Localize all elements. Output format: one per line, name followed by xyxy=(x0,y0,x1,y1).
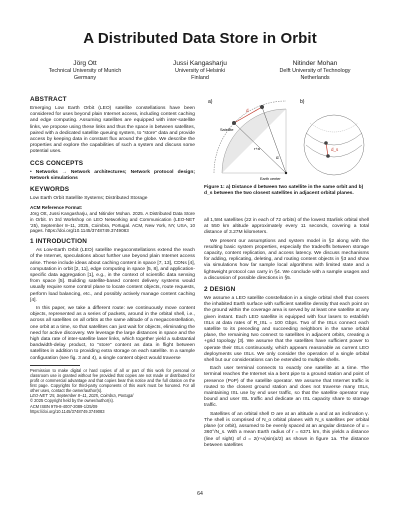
permission-notice: Permission to make digital or hard copies of all or part of this work for personal or classroom use is granted without fee provided that copies are not made or distributed for profit or commercial advantage and that copies bear this notice and the full citation on the first page. Copyrights for third-party components of this work must be honored. For all other uses, contact the owner/author(s). xyxy=(30,367,195,394)
author-country: Finland xyxy=(191,75,209,81)
intro-heading: 1 INTRODUCTION xyxy=(30,238,88,246)
figure-panel-b xyxy=(300,99,364,175)
intro-paragraph-2: In this paper, we take a different route: we continuously move content objects, represented as a series of packets, around in the orbital shell, i.e., across all satellites on all orbits at the same altitude of a megaconstellation, one orbit at a time, so that satellites can just wait for objects, eliminating the need for active discovery. We leverage the large distances in space and the high data rate of inter-satellite laser links, which together yield a substantial bandwidth-delay product, to “store” content as data in flight between satellites in addition to providing extra storage on each satellite. In a sample configuration (see fig. 3 and 4), a single content object would traverse xyxy=(30,306,195,361)
figure-1-diagram xyxy=(204,95,370,183)
footnote xyxy=(30,368,195,414)
author-1 xyxy=(30,60,140,82)
venue-line: LEO-NET ’25, September 8–11, 2025, Coimbra, Portugal xyxy=(30,393,134,399)
design-paragraph-1: We assume a LEO satellite constellation in a single orbital shell that covers the inhabited Earth surface with sufficient satellite density that each point on the ground within the coverage area is served by at least one satellite at any given instant. Each LEO satellite is equipped with four lasers to establish ISLs at data rates of R_ISL = 100 Gbps. Two of the ISLs connect each satellite to its preceding and succeeding neighbors in the same orbital plane, the remaining two connect to satellites in adjacent orbits, creating a +grid topology [3]. We assume that the satellites have sufficient power to operate their ISLs continuously, which appears reasonable as current LEO deployments use ISLs. We only consider the operation of a single orbital shell but our considerations can be extended to multiple shells. xyxy=(204,296,369,364)
author-name: Jussi Kangasharju xyxy=(173,60,227,67)
earth-center-label: Earth center xyxy=(260,177,281,181)
keywords-text: Low Earth Orbit Satellite Systems; Distributed Storage xyxy=(30,196,148,202)
right-paragraph-1: all 1,584 satellites (22 in each of 72 orbits) of the lowest Starlink orbital shell at 550 km altitude approximately every 11 seconds, covering a total distance of 3.27M kilometers. xyxy=(204,218,369,236)
reference-format-label: ACM Reference Format: xyxy=(30,205,83,211)
panel-a-label: a) xyxy=(208,99,213,105)
reference-format-text: Jörg Ott, Jussi Kangasharju, and Nitinder Mohan. 2025. A Distributed Data Store in Orbit. In 3rd Workshop on LEO Networking and Communication (LEO-NET ’25), September 8–11, 2025, Coimbra, Portugal. ACM, New York, NY, USA, 10 pages. https://doi.org/10.1145/3748749.3749083 xyxy=(30,211,195,234)
copyright-line: © 2025 Copyright held by the owner/author(s). xyxy=(30,398,115,404)
doi-line: https://doi.org/10.1145/3748749.3749083 xyxy=(30,408,105,414)
author-name: Jörg Ott xyxy=(73,60,97,67)
satellite-marker xyxy=(326,154,330,158)
author-block xyxy=(30,60,370,82)
earth-center-marker xyxy=(285,172,287,174)
author-3 xyxy=(260,60,370,82)
figure-caption-text: a) Distance d between two satellite in the same orbit and b) d_s between the two closest satellites in adjacent orbital planes. xyxy=(204,185,364,197)
isbn-line: ACM ISBN 979-8-4007-2089-1/25/09 xyxy=(30,403,98,409)
radius-label: r+a xyxy=(254,146,260,151)
design-paragraph-2: Each user terminal connects to exactly one satellite at a time. The terminal reaches the Internet via a bent pipe to a ground station and point of presence (PoP) of the satellite operator. We assume that Internet traffic is routed to the closest ground station and does not traverse many ISLs, maintaining ISL use by end user traffic, so that the satellite operator may bound and user ISL traffic and dedicate an ISL capacity share to storage traffic. xyxy=(204,366,369,409)
footnote-rule xyxy=(30,365,80,366)
author-affiliation: Delft University of Technology xyxy=(279,68,351,74)
satellite-marker xyxy=(324,141,328,145)
abstract-heading: ABSTRACT xyxy=(30,96,67,103)
figure-panel-a xyxy=(208,99,287,181)
satellite-marker xyxy=(232,121,236,125)
ccs-heading: CCS CONCEPTS xyxy=(30,159,84,167)
author-affiliation: University of Helsinki xyxy=(174,68,226,74)
distance-d-label: d xyxy=(246,108,249,113)
figure-1-caption xyxy=(204,185,370,197)
panel-b-label: b) xyxy=(300,99,305,105)
intro-paragraph-1: As Low-Earth Orbit (LEO) satellite megaconstellations extend the reach of the Internet, speculations about further use beyond plain Internet access arise. These include ideas about caching content in space [7, 13], CDNs [4], computation in orbit [2, 11], edge computing in space [5, 8], and application-specific data aggregation [1], e.g., in the context of scientific data sensing from space [5]. Building satellite-based content delivery systems would usually require some control plane to locate content objects, route requests, perform load balancing, etc., and possibly actively manage content caching [4]. xyxy=(30,248,195,303)
left-column xyxy=(30,96,195,414)
right-paragraph-2: We present our assumptions and system model in §2 along with the resulting basic system properties, especially the tradeoffs between storage capacity, content replication, and access latency. We discuss mechanisms for adding, replicating, deleting, and routing content objects in §3 and show via simulations how far sample local algorithms with limited state and a lightweight protocol can carry in §4. We conclude with a sample usages and a discussion of possible directions in §5. xyxy=(204,238,369,281)
author-country: Germany xyxy=(73,75,97,81)
author-affiliation: Technical University of Munich xyxy=(48,68,122,74)
abstract-text: Emerging Low Earth Orbit (LEO) satellite constellations have been considered for uses beyond plain Internet access, including content caching and edge computing. Assuming satellites are equipped with inter-satellite links, we propose using these links and thus the space in between satellites, paired with a dedicated satellite queuing system, to “store” data and provide access by keeping data in constant flux around the globe. We describe the properties and explore the capabilities of such a system and discuss some potential uses. xyxy=(30,106,195,155)
author-name: Nitinder Mohan xyxy=(292,60,338,67)
distance-ds-label: d_s xyxy=(331,147,339,152)
figure-caption-label: Figure 1: xyxy=(204,185,225,190)
right-column xyxy=(204,218,369,451)
design-paragraph-3: Satellites of an orbital shell O are at an altitude a and at an inclination γ. The shell is comprised of N_o orbital planes with N_s satellites per orbital plane (or orbit), assumed to be evenly spaced at an angular distance of α = 360°/N_s. With a mean Earth radius of r = 6371 km, this yields a distance (line of sight) of d = 2(r+a)sin(α/2) as shown in figure 1a. The distance between satellites xyxy=(204,411,369,448)
page-number: 64 xyxy=(197,491,203,497)
reference-format xyxy=(30,205,195,234)
alpha-label: α xyxy=(276,155,279,160)
ccs-text: • Networks → Network architectures; Network protocol design; Network simulations xyxy=(30,169,195,181)
keywords-heading: KEYWORDS xyxy=(30,186,70,194)
design-heading: 2 DESIGN xyxy=(204,286,236,294)
satellite-label: Satellite xyxy=(220,128,234,132)
paper-title: A Distributed Data Store in Orbit xyxy=(83,30,317,47)
satellite-marker xyxy=(260,105,264,109)
author-2 xyxy=(145,60,255,82)
author-country: Netherlands xyxy=(300,75,330,81)
